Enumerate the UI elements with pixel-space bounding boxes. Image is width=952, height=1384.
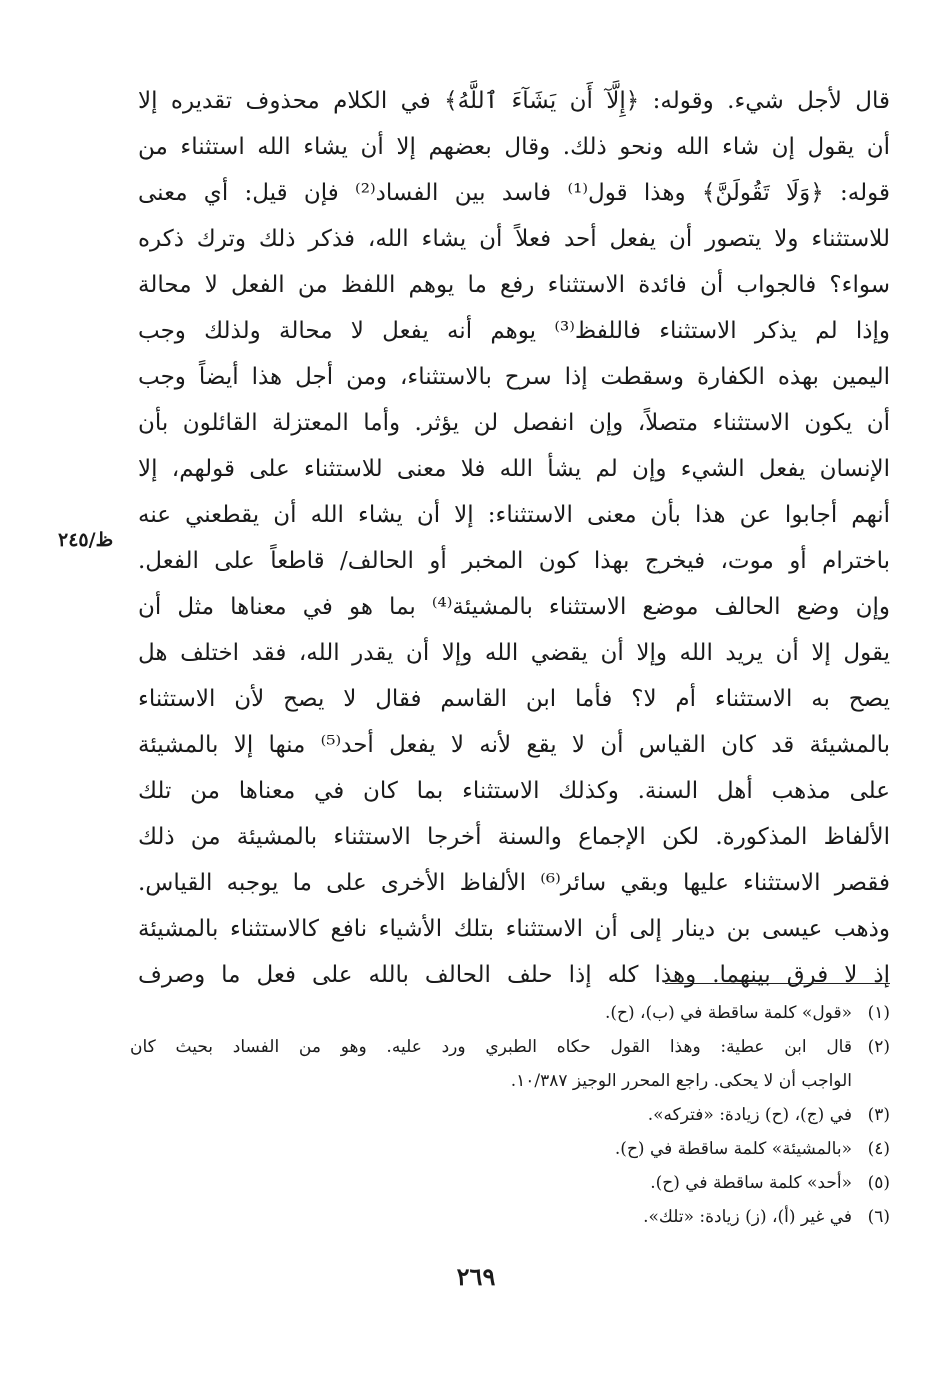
- footnote-number: (٣): [867, 1105, 890, 1125]
- footnote-item: [130, 1132, 890, 1166]
- footnote-text: في (ج)، (ح) زيادة: «فتركه».: [647, 1105, 852, 1125]
- text-line: وإن وضع الحالف موضع الاستثناء بالمشيئة⁽⁴⁾ بما هو في معناها مثل أن: [138, 594, 890, 620]
- text-line: سواء؟ فالجواب أن فائدة الاستثناء رفع ما يوهم اللفظ من الفعل لا محالة: [138, 272, 890, 298]
- footnote-text: «أحد» كلمة ساقطة في (ح).: [650, 1173, 852, 1193]
- text-line: بالمشيئة قد كان القياس أن لا يقع لأنه لا يفعل أحد⁽⁵⁾ منها إلا بالمشيئة: [138, 732, 890, 758]
- text-line: إذ لا فرق بينهما. وهذا كله إذا حلف الحالف بالله على فعل ما وصرف: [138, 962, 890, 988]
- text-line: يصح به الاستثناء أم لا؟ فأما ابن القاسم فقال لا يصح لأن الاستثناء: [138, 686, 890, 712]
- text-line: على مذهب أهل السنة. وكذلك الاستثناء بما كان في معناها من تلك: [138, 778, 890, 804]
- footnote-number: (١): [867, 1003, 890, 1023]
- footnote-item: [130, 1098, 890, 1132]
- text-line: أنهم أجابوا عن هذا بأن معنى الاستثناء: إلا أن يشاء الله أن يقطعني عنه: [138, 502, 890, 528]
- margin-folio-reference: ظ/٢٤٥: [58, 529, 114, 551]
- text-line: الإنسان يفعل الشيء وإن لم يشأ الله فلا معنى للاستثناء على قولهم، إلا: [138, 456, 890, 482]
- footnote-text: الواجب أن لا يحكى. راجع المحرر الوجيز ١٠/٣٨٧.: [510, 1071, 852, 1091]
- footnote-item: [130, 1200, 890, 1234]
- footnote-number: (٥): [867, 1173, 890, 1193]
- text-line: يقول إلا أن يريد الله وإلا أن يقضي الله وإلا أن يقدر الله، فقد اختلف هل: [138, 640, 890, 666]
- page-number: ٢٦٩: [456, 1262, 496, 1291]
- text-line: للاستثناء ولا يتصور أن يفعل أحد فعلاً أن يشاء الله، فذكر ذلك وترك ذكره: [138, 226, 890, 252]
- text-line: أن يقول إن شاء الله ونحو ذلك. وقال بعضهم إلا أن يشاء الله استثناء من: [138, 134, 890, 160]
- text-line: أن يكون الاستثناء متصلاً، وإن انفصل لن يؤثر. وأما المعتزلة القائلون بأن: [138, 410, 890, 436]
- footnote-text: «قول» كلمة ساقطة في (ب)، (ح).: [604, 1003, 852, 1023]
- footnote-separator: [665, 983, 890, 984]
- text-line: قوله: ﴿وَلَا تَقُولَنَّ﴾ وهذا قول⁽¹⁾ فاسد بين الفساد⁽²⁾ فإن قيل: أي معنى: [138, 180, 890, 206]
- footnotes: [130, 996, 890, 1234]
- text-line: قال لأجل شيء. وقوله: ﴿إِلَّآ أَن يَشَآءَ ٱللَّهُ﴾ في الكلام محذوف تقديره إلا: [138, 88, 890, 114]
- footnote-item: [130, 1166, 890, 1200]
- footnote-item: [130, 1030, 890, 1098]
- main-text: [138, 78, 890, 998]
- text-line: الألفاظ المذكورة. لكن الإجماع والسنة أخرجا الاستثناء بالمشيئة من ذلك: [138, 824, 890, 850]
- text-line: وذهب عيسى بن دينار إلى أن الاستثناء بتلك الأشياء نافع كالاستثناء بالمشيئة: [138, 916, 890, 942]
- text-line: وإذا لم يذكر الاستثناء فاللفظ⁽³⁾ يوهم أنه يفعل لا محالة ولذلك وجب: [138, 318, 890, 344]
- footnote-number: (٦): [867, 1207, 890, 1227]
- footnote-number: (٢): [867, 1037, 890, 1057]
- text-line: اليمين بهذه الكفارة وسقطت إذا سرح بالاستثناء، ومن أجل هذا أيضاً وجب: [138, 364, 890, 390]
- footnote-item: [130, 996, 890, 1030]
- text-line: باخترام أو موت، فيخرج بهذا كون المخبر أو الحالف/ قاطعاً على الفعل.: [138, 548, 890, 574]
- footnote-text: «بالمشيئة» كلمة ساقطة في (ح).: [614, 1139, 852, 1159]
- footnote-number: (٤): [867, 1139, 890, 1159]
- footnote-text: قال ابن عطية: وهذا القول حكاه الطبري ورد عليه. وهو من الفساد بحيث كان: [130, 1037, 852, 1057]
- text-line: فقصر الاستثناء عليها وبقي سائر⁽⁶⁾ الألفاظ الأخرى على ما يوجبه القياس.: [138, 870, 890, 896]
- footnote-text: في غير (أ)، (ز) زيادة: «تلك».: [643, 1207, 852, 1227]
